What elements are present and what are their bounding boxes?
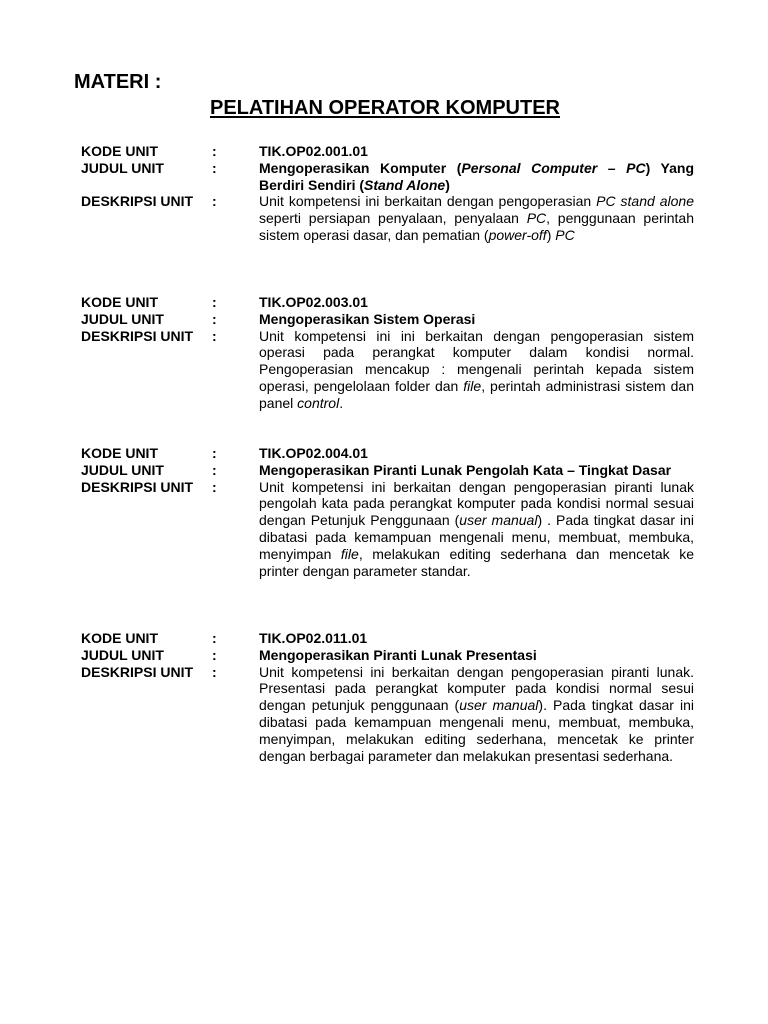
italic-text-run: file <box>340 545 359 562</box>
text-run: Mengoperasikan Piranti Lunak Pengolah Kata – Tingkat Dasar <box>259 461 672 478</box>
deskripsi-unit-row <box>81 328 694 412</box>
colon: : <box>212 310 217 327</box>
judul-unit-row <box>81 647 694 664</box>
italic-text-run: control <box>297 394 340 411</box>
text-run: Mengoperasikan Sistem Operasi <box>259 310 476 327</box>
text-run: ) <box>546 226 556 243</box>
deskripsi-unit-value <box>259 328 694 412</box>
colon: : <box>212 327 217 344</box>
kode-unit-row <box>81 294 694 311</box>
text-run: Unit kompetensi ini berkaitan dengan pengoperasian piranti lunak pengolah kata pada perangkat komputer pada kondisi normal sesuai dengan Petunjuk Penggunaan ( <box>259 478 694 529</box>
text-run: Unit kompetensi ini berkaitan dengan pengoperasian <box>259 193 597 210</box>
text-run: , melakukan editing sederhana dan mencetak ke printer dengan parameter standar. <box>259 545 694 579</box>
judul-unit-label: JUDUL UNIT <box>81 461 164 478</box>
text-run: ) . Pada tingkat dasar ini dibatasi pada kemampuan mengenali menu, membuat, membuka, menyimpan <box>259 512 694 562</box>
deskripsi-unit-value <box>259 193 694 243</box>
deskripsi-unit-label: DESKRIPSI UNIT <box>81 327 194 344</box>
text-run: , penggunaan perintah sistem operasi dasar, dan pematian ( <box>259 210 695 243</box>
document-title-text: PELATIHAN OPERATOR KOMPUTER <box>209 97 560 119</box>
deskripsi-unit-row <box>81 479 694 580</box>
deskripsi-unit-row <box>81 664 694 765</box>
italic-text-run: user manual <box>459 697 539 714</box>
kode-unit-value: TIK.OP02.003.01 <box>259 294 368 310</box>
deskripsi-unit-label: DESKRIPSI UNIT <box>81 478 194 495</box>
italic-text-run: PC <box>555 226 575 243</box>
colon: : <box>212 646 217 663</box>
document-title <box>0 96 768 120</box>
kode-unit-row <box>81 630 694 647</box>
kode-unit-label: KODE UNIT <box>81 630 158 646</box>
colon: : <box>212 143 217 159</box>
colon: : <box>212 159 217 176</box>
kode-unit-label: KODE UNIT <box>81 294 158 310</box>
judul-unit-row <box>81 160 694 194</box>
judul-unit-label: JUDUL UNIT <box>81 646 164 663</box>
judul-unit-label: JUDUL UNIT <box>81 310 164 327</box>
italic-text-run: PC <box>526 210 547 227</box>
colon: : <box>212 445 217 461</box>
kode-unit-label: KODE UNIT <box>81 143 158 159</box>
text-run: ). Pada tingkat dasar ini dibatasi pada kemampuan mengenali menu, membuat, membuka, menyimpan, melakukan editing sederhana, mencetak ke printer dengan berbagai parameter dan melakukan presentasi sederhana. <box>259 697 694 764</box>
text-run: ) Yang Berdiri Sendiri ( <box>259 159 695 193</box>
deskripsi-unit-row <box>81 193 694 243</box>
materi-heading: MATERI : <box>74 71 162 93</box>
kode-unit-value: TIK.OP02.011.01 <box>259 630 368 646</box>
italic-text-run: Personal Computer – PC <box>461 159 646 176</box>
text-run: , perintah administrasi sistem dan panel <box>259 377 694 411</box>
text-run: Mengoperasikan Piranti Lunak Presentasi <box>259 646 537 663</box>
deskripsi-unit-value <box>259 664 694 765</box>
text-run: Unit kompetensi ini berkaitan dengan pengoperasian piranti lunak. Presentasi pada perangkat komputer pada kondisi normal sesui dengan petunjuk penggunaan ( <box>259 663 694 714</box>
italic-text-run: user manual <box>459 512 538 529</box>
judul-unit-row <box>81 311 694 328</box>
deskripsi-unit-label: DESKRIPSI UNIT <box>81 663 194 680</box>
italic-text-run: Stand Alone <box>364 176 446 193</box>
italic-text-run: PC stand alone <box>596 193 694 210</box>
kode-unit-row <box>81 445 694 462</box>
colon: : <box>212 663 217 680</box>
judul-unit-value <box>259 462 694 479</box>
unit-block <box>81 143 694 244</box>
unit-block <box>81 630 694 764</box>
text-run: Mengoperasikan Komputer ( <box>259 159 462 176</box>
colon: : <box>212 478 217 495</box>
judul-unit-value <box>259 647 694 664</box>
judul-unit-label: JUDUL UNIT <box>81 159 164 176</box>
judul-unit-row <box>81 462 694 479</box>
text-run: . <box>339 394 344 411</box>
text-run: Unit kompetensi ini ini berkaitan dengan pengoperasian sistem operasi pada perangkat komputer dalam kondisi normal. Pengoperasian mencakup : mengenali perintah kepada sistem operasi, pengelolaan folder dan <box>259 327 694 394</box>
unit-block <box>81 445 694 579</box>
colon: : <box>212 193 217 210</box>
judul-unit-value <box>259 311 694 328</box>
judul-unit-value <box>259 160 694 194</box>
text-run: seperti persiapan penyalaan, penyalaan <box>259 210 527 227</box>
colon: : <box>212 461 217 478</box>
colon: : <box>212 630 217 646</box>
text-run: ) <box>445 176 450 193</box>
kode-unit-row <box>81 143 694 160</box>
kode-unit-label: KODE UNIT <box>81 445 158 461</box>
kode-unit-value: TIK.OP02.004.01 <box>259 445 368 461</box>
unit-block <box>81 294 694 412</box>
italic-text-run: file <box>463 377 482 394</box>
deskripsi-unit-value <box>259 479 694 580</box>
kode-unit-value: TIK.OP02.001.01 <box>259 143 368 159</box>
deskripsi-unit-label: DESKRIPSI UNIT <box>81 193 194 210</box>
colon: : <box>212 294 217 310</box>
italic-text-run: power-off <box>488 226 547 243</box>
